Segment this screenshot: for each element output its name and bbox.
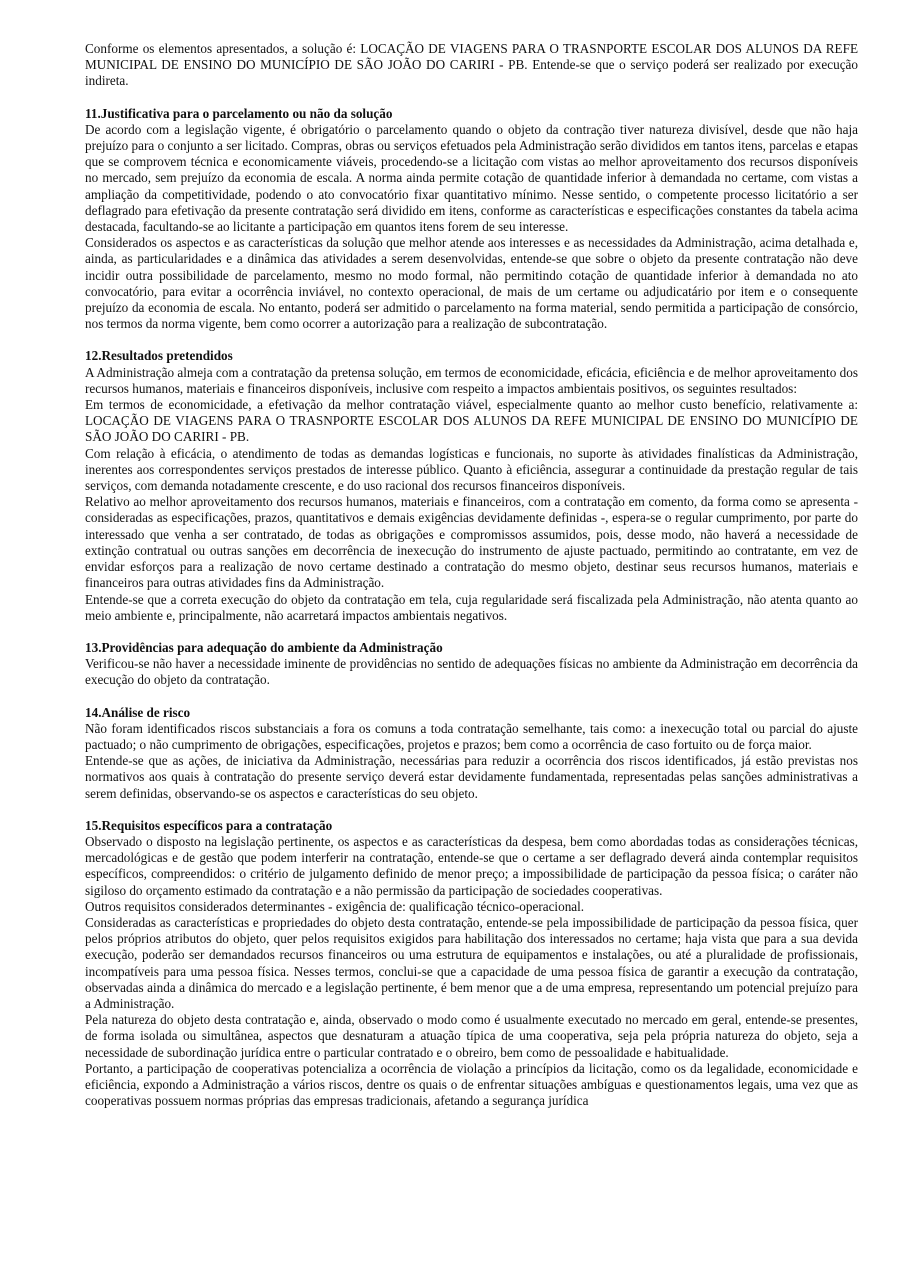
- document-page: [85, 41, 858, 1109]
- paragraph: Entende-se que as ações, de iniciativa da Administração, necessárias para reduzir a ocorrência dos riscos identificados, já estão previstas nos normativos aos quais à contratação do presente serviço deverá estar devidamente fundamentada, representadas pelas sanções administrativas a serem definidas, observando-se os aspectos e características do seu objeto.: [85, 753, 858, 801]
- paragraph: Outros requisitos considerados determinantes - exigência de: qualificação técnico-operacional.: [85, 898, 585, 914]
- paragraph: Pela natureza do objeto desta contratação e, ainda, observado o modo como é usualmente executado no mercado em geral, entende-se presentes, de forma isolada ou simultânea, aspectos que desnaturam a atuação típica de uma cooperativa, seja pela própria natureza do objeto, seja a necessidade de subordinação jurídica entre o particular contratado e o obreiro, bem como de pessoalidade e habitualidade.: [85, 1012, 858, 1060]
- paragraph: De acordo com a legislação vigente, é obrigatório o parcelamento quando o objeto da contração tiver natureza divisível, desde que não haja prejuízo para o conjunto a ser licitado. Compras, obras ou serviços efetuados pela Administração serão divididos em tantos itens, parcelas e etapas que se comprovem técnica e economicamente viáveis, procedendo-se a licitação com vistas ao melhor aproveitamento dos recursos disponíveis no mercado, sem prejuízo da economia de escala. A norma ainda permite cotação de quantidade inferior à demandada no certame, com vistas a ampliação da competitividade, podendo o ato convocatório fixar quantitativo mínimo. Nesse sentido, o competente processo licitatório a ser deflagrado para efetivação da presente contratação será dividido em itens, conforme as características e especificações constantes da tabela acima destacada, facultando-se ao licitante a participação em quantos itens forem de seu interesse.: [85, 121, 858, 235]
- paragraph: Observado o disposto na legislação pertinente, os aspectos e as características da despesa, bem como abordadas todas as considerações técnicas, mercadológicas e de gestão que podem interferir na contratação, entende-se que o certame a ser deflagrado deverá ainda contemplar requisitos específicos, compreendidos: o critério de julgamento definido de menor preço; a impossibilidade de participação da pessoa física; o caráter não sigiloso do orçamento estimado da contratação e a não permissão da participação de sociedades cooperativas.: [85, 833, 858, 898]
- section-heading: 15.Requisitos específicos para a contratação: [85, 817, 333, 833]
- intro-paragraph: Conforme os elementos apresentados, a solução é: LOCAÇÃO DE VIAGENS PARA O TRASNPORTE ESCOLAR DOS ALUNOS DA REFE MUNICIPAL DE ENSINO DO MUNICÍPIO DE SÃO JOÃO DO CARIRI - PB. Entende-se que o serviço poderá ser realizado por execução indireta.: [85, 41, 858, 89]
- section-heading: 14.Análise de risco: [85, 704, 191, 720]
- section-heading: 12.Resultados pretendidos: [85, 348, 233, 364]
- paragraph: Verificou-se não haver a necessidade iminente de providências no sentido de adequações físicas no ambiente da Administração em decorrência da execução do objeto da contratação.: [85, 656, 858, 688]
- section-13-providencias: [85, 640, 858, 689]
- intro-section: [85, 41, 858, 90]
- section-14-analise-de-risco: [85, 705, 858, 802]
- paragraph: Portanto, a participação de cooperativas potencializa a ocorrência de violação a princípios da licitação, como os da legalidade, economicidade e eficiência, expondo a Administração a vários riscos, dentre os quais o de enfrentar situações ambíguas e questionamentos legais, uma vez que as cooperativas possuem normas próprias das empresas tradicionais, afetando a segurança jurídica: [85, 1060, 858, 1109]
- paragraph: A Administração almeja com a contratação da pretensa solução, em termos de economicidade, eficácia, eficiência e de melhor aproveitamento dos recursos humanos, materiais e financeiros disponíveis, inclusive com respeito a impactos ambientais positivos, os seguintes resultados:: [85, 364, 858, 396]
- paragraph: Não foram identificados riscos substanciais a fora os comuns a toda contratação semelhante, tais como: a inexecução total ou parcial do ajuste pactuado; o não cumprimento de obrigações, especificações, projetos e prazos; bem como a ocorrência de caso fortuito ou de força maior.: [85, 720, 858, 752]
- section-15-requisitos: [85, 818, 858, 1110]
- paragraph: Relativo ao melhor aproveitamento dos recursos humanos, materiais e financeiros, com a contratação em comento, da forma como se apresenta - consideradas as especificações, prazos, quantitativos e demais exigências devidamente definidas -, espera-se o regular cumprimento, por parte do interessado que venha a ser contratado, de todas as obrigações e compromissos assumidos, pois, desse modo, não haverá a necessidade de extinção contratual ou outras sanções em decorrência de inexecução do instrumento de ajuste pactuado, permitindo ao contratante, em vez de envidar esforços para a realização de novo certame destinado a contratação do mesmo objeto, destinar seus recursos humanos, materiais e financeiros para outras atividades fins da Administração.: [85, 494, 858, 591]
- paragraph: Entende-se que a correta execução do objeto da contratação em tela, cuja regularidade será fiscalizada pela Administração, não atenta quanto ao meio ambiente e, principalmente, não acarretará impactos ambientais negativos.: [85, 591, 858, 623]
- section-heading: 11.Justificativa para o parcelamento ou não da solução: [85, 105, 393, 121]
- paragraph: Com relação à eficácia, o atendimento de todas as demandas logísticas e funcionais, no suporte às atividades finalísticas da Administração, inerentes aos correspondentes serviços prestados de interesse público. Quanto à eficiência, assegurar a continuidade da prestação regular de tais serviços, com demanda notadamente crescente, e do uso racional dos recursos financeiros disponíveis.: [85, 445, 858, 494]
- section-heading: 13.Providências para adequação do ambiente da Administração: [85, 639, 443, 655]
- paragraph: Em termos de economicidade, a efetivação da melhor contratação viável, especialmente quanto ao melhor custo benefício, relativamente a: LOCAÇÃO DE VIAGENS PARA O TRASNPORTE ESCOLAR DOS ALUNOS DA REFE MUNICIPAL DE ENSINO DO MUNICÍPIO DE SÃO JOÃO DO CARIRI - PB.: [85, 397, 858, 445]
- section-12-resultados: [85, 348, 858, 623]
- paragraph: Considerados os aspectos e as características da solução que melhor atende aos interesses e as necessidades da Administração, acima detalhada e, ainda, as particularidades e a dinâmica das atividades a serem desenvolvidas, entende-se que sobre o objeto da presente contratação não deve incidir outra possibilidade de parcelamento, mesmo no modo formal, não permitindo cotação de quantidade inferior à demandada no ato convocatório, para evitar a ocorrência inviável, no contexto operacional, de mais de um certame ou adjudicatário por item e o consequente prejuízo da economia de escala. No entanto, poderá ser admitido o parcelamento na forma material, sendo permitida a participação de consórcio, nos termos da norma vigente, bem como ocorrer a autorização para a realização de subcontratação.: [85, 235, 858, 332]
- section-11-justificativa: [85, 106, 858, 333]
- paragraph: Consideradas as características e propriedades do objeto desta contratação, entende-se pela impossibilidade de participação da pessoa física, quer pelos próprios atributos do objeto, quer pelos requisitos exigidos para habilitação dos interessados no certame; haja vista que para a sua devida execução, poderão ser demandados recursos financeiros ou uma estrutura de equipamentos e instalações, ou até a pluralidade de profissionais, incompatíveis para uma pessoa física. Nesses termos, conclui-se que a capacidade de uma pessoa física de garantir a execução da contratação, observadas ainda a dinâmica do mercado e a legislação pertinente, é bem menor que a de uma empresa, representando um potencial prejuízo para a Administração.: [85, 914, 858, 1011]
